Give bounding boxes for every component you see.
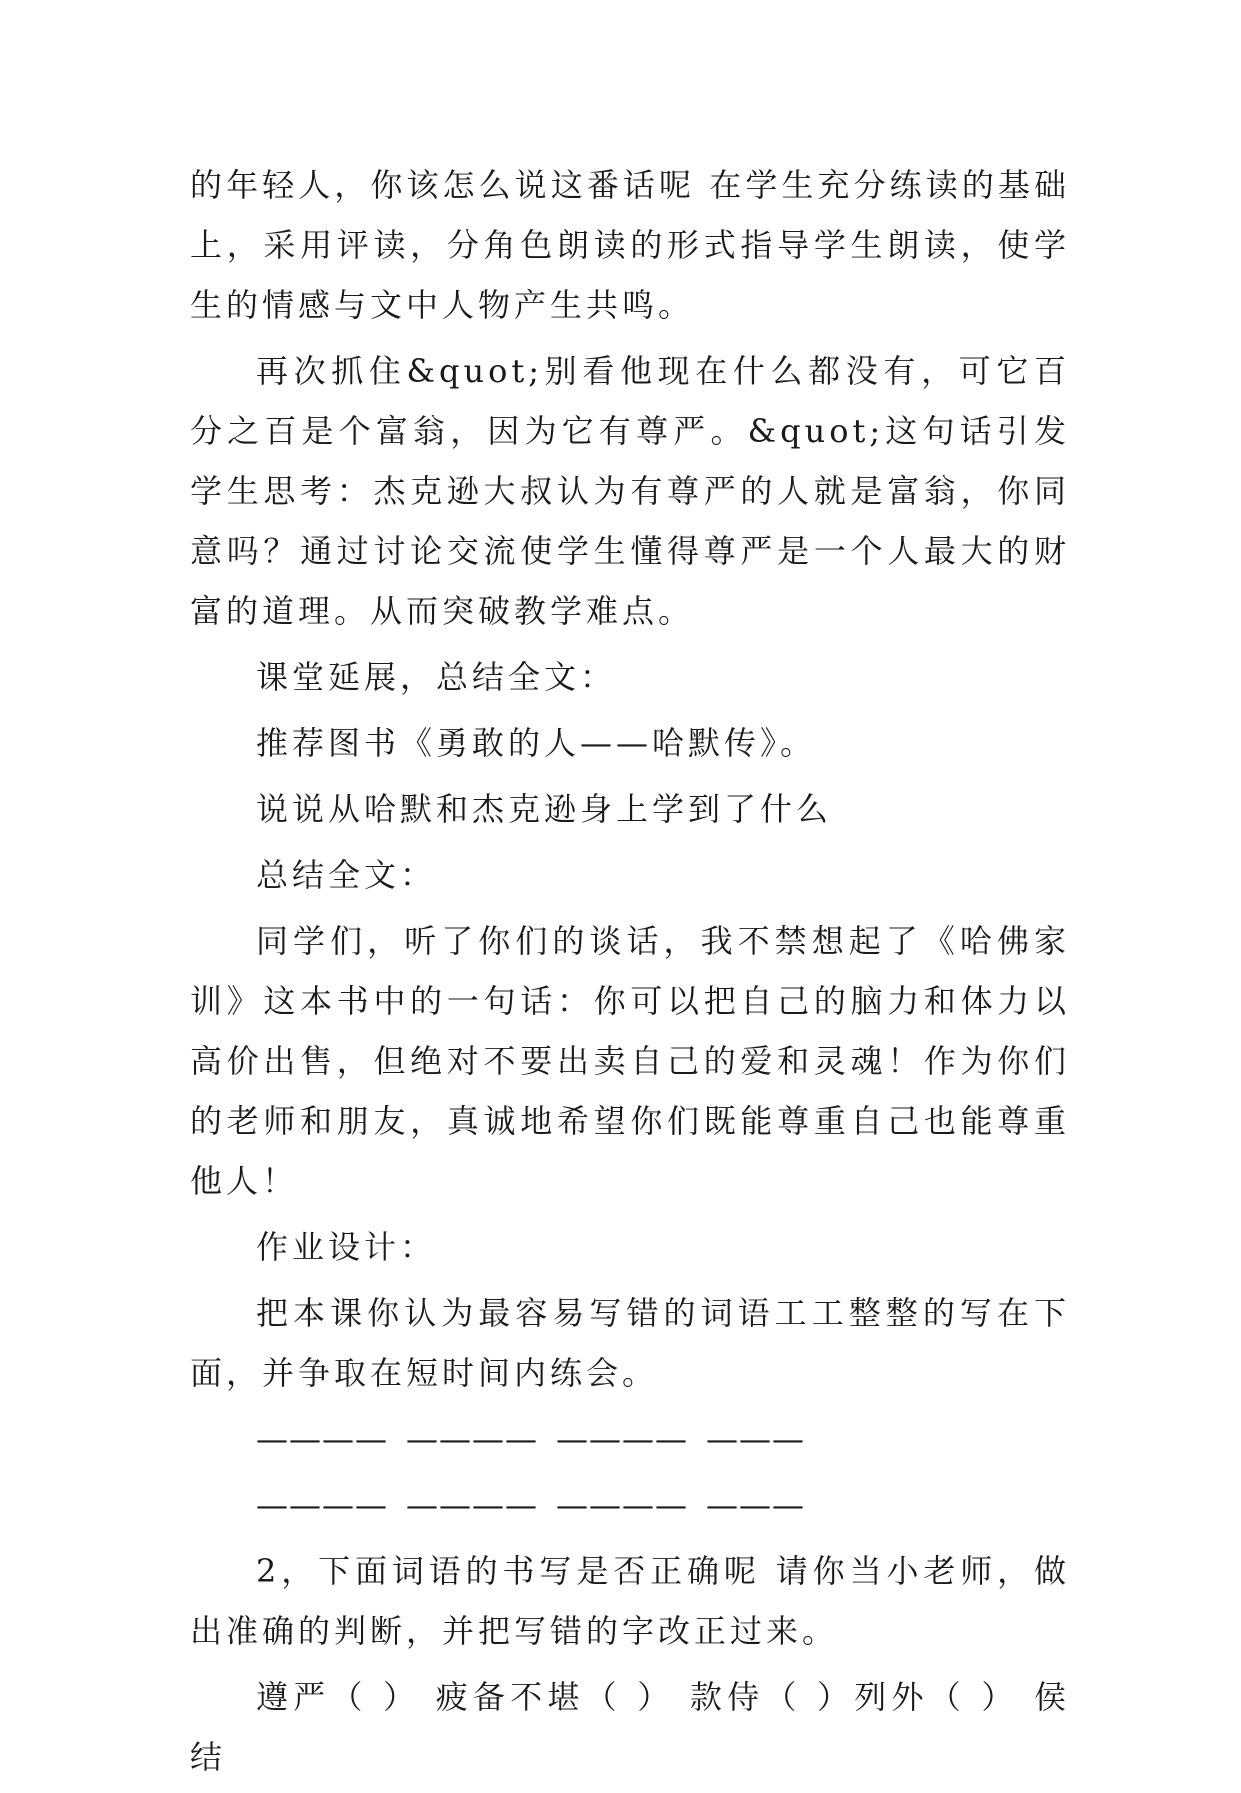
blank-segment: ————: [256, 1420, 388, 1458]
blank-line-2: [190, 1475, 1070, 1535]
paragraph-homework-task: 把本课你认为最容易写错的词语工工整整的写在下面，并争取在短时间内练会。: [190, 1294, 1070, 1392]
paragraph-word-check: 遵严（ ） 疲备不堪（ ） 款侍（ ）列外（ ） 侯结: [190, 1678, 1070, 1776]
paragraph-dignity-discussion: 再次抓住&quot;别看他现在什么都没有，可它百分之百是个富翁，因为它有尊严。&quot;这句话引发学生思考：杰克逊大叔认为有尊严的人就是富翁，你同意吗？通过讨论交流使学生懂得尊严是一个人最大的财富的道理。从而突破教学难点。: [190, 352, 1070, 630]
paragraph-question-2: 2，下面词语的书写是否正确呢 请你当小老师，做出准确的判断，并把写错的字改正过来。: [190, 1552, 1070, 1650]
blank-segment: ————: [556, 1420, 688, 1458]
blank-segment: ———: [706, 1420, 805, 1458]
blank-segment: ———: [706, 1486, 805, 1524]
paragraph-homework-heading: 作业设计：: [256, 1228, 437, 1266]
paragraph-summary-text: 同学们，听了你们的谈话，我不禁想起了《哈佛家训》这本书中的一句话：你可以把自己的脑力和体力以高价出售，但绝对不要出卖自己的爱和灵魂！作为你们的老师和朋友，真诚地希望你们既能尊重自己也能尊重他人！: [190, 922, 1070, 1200]
paragraph-book-recommendation: 推荐图书《勇敢的人——哈默传》。: [256, 724, 817, 762]
blank-segment: ————: [406, 1486, 538, 1524]
paragraph-learning-question: 说说从哈默和杰克逊身上学到了什么: [256, 790, 833, 828]
paragraph-reading-guidance: 的年轻人，你该怎么说这番话呢 在学生充分练读的基础上，采用评读，分角色朗读的形式指导学生朗读，使学生的情感与文中人物产生共鸣。: [190, 166, 1070, 324]
paragraph-class-extension-heading: 课堂延展，总结全文：: [256, 658, 617, 696]
paragraph-summary-heading: 总结全文：: [256, 856, 437, 894]
blank-segment: ————: [256, 1486, 388, 1524]
document-page: [190, 155, 1070, 1793]
blank-line-1: [190, 1409, 1070, 1469]
blank-segment: ————: [556, 1486, 688, 1524]
blank-segment: ————: [406, 1420, 538, 1458]
